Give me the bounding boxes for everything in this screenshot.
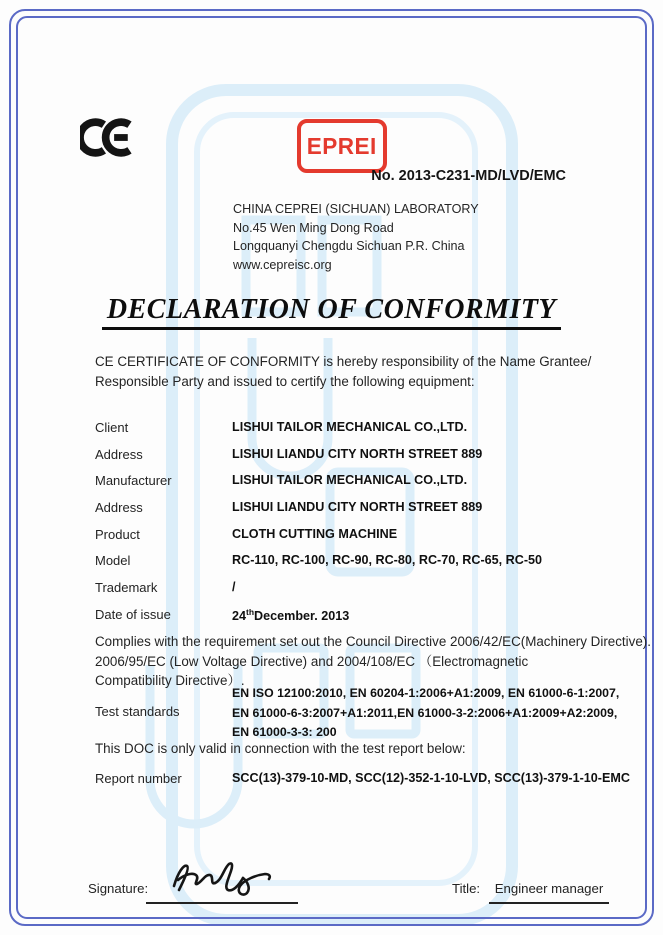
lab-street: No.45 Wen Ming Dong Road [233,220,394,235]
field-label: Trademark [95,580,158,596]
field-label: Date of issue [95,606,171,622]
signature-label: Signature: [88,881,149,896]
lab-city: Longquanyi Chengdu Sichuan P.R. China [233,239,465,254]
title-value: Engineer manager [489,881,609,904]
field-label: Manufacturer [95,473,172,489]
field-value: CLOTH CUTTING MACHINE [232,526,398,541]
field-row-manufacturer [95,473,542,500]
equipment-fields [95,420,542,634]
field-value: LISHUI TAILOR MECHANICAL CO.,LTD. [232,420,468,434]
directives-paragraph [95,632,651,691]
field-label: Client [95,420,129,435]
test-standards-values [232,684,619,743]
field-row-trademark [95,580,542,607]
eprei-logo [297,119,387,173]
field-value: / [232,580,236,595]
title-label: Title: [452,881,481,896]
field-label: Address [95,446,143,462]
intro-line-1: CE CERTIFICATE OF CONFORMITY is hereby responsibility of the Name Grantee/ [95,354,592,369]
field-row-address-2 [95,500,542,527]
report-number-label: Report number [95,771,182,786]
field-label: Address [95,500,143,516]
eprei-logo-text: EPREI [306,132,378,159]
test-standards-line-1: EN ISO 12100:2010, EN 60204-1:2006+A1:2009, EN 61000-6-1:2007, [232,686,620,700]
directives-line-1: Complies with the requirement set out the Council Directive 2006/42/EC(Machinery Directive). [95,634,651,649]
doc-validity-note: This DOC is only valid in connection with the test report below: [95,741,466,756]
lab-website: www.cepreisc.org [233,257,332,272]
field-row-client [95,420,542,447]
field-value: LISHUI LIANDU CITY NORTH STREET 889 [232,500,483,515]
intro-paragraph [95,352,591,391]
test-standards-line-2: EN 61000-6-3:2007+A1:2011,EN 61000-3-2:2006+A1:2009+A2:2009, [232,705,618,720]
handwritten-signature [166,852,278,900]
page-title: DECLARATION OF CONFORMITY [102,294,561,330]
directives-line-3: Compatibility Directive）. [95,673,245,688]
field-value: RC-110, RC-100, RC-90, RC-80, RC-70, RC-65, RC-50 [232,553,543,568]
field-value: LISHUI LIANDU CITY NORTH STREET 889 [232,446,483,461]
certificate-number: No. 2013-C231-MD/LVD/EMC [371,168,566,184]
field-row-address-1 [95,447,542,474]
field-row-product [95,527,542,554]
intro-line-2: Responsible Party and issued to certify the following equipment: [95,373,475,389]
report-number-row [95,771,630,786]
lab-name: CHINA CEPREI (SICHUAN) LABORATORY [233,202,479,216]
field-row-date-of-issue [95,607,542,634]
page-title-wrap [0,294,663,330]
test-standards-line-3: EN 61000-3-3: 200 [232,725,337,739]
field-value: LISHUI TAILOR MECHANICAL CO.,LTD. [232,473,468,488]
field-label: Model [95,553,131,569]
ce-mark-icon [80,114,138,161]
test-standards-label: Test standards [95,703,180,719]
field-row-model [95,553,542,580]
report-number-value: SCC(13)-379-10-MD, SCC(12)-352-1-10-LVD, SCC(13)-379-1-10-EMC [232,771,630,785]
test-standards-row [95,684,619,743]
field-value: 24thDecember. 2013 [232,606,350,623]
field-label: Product [95,526,140,542]
lab-address-block [233,200,479,274]
directives-line-2: 2006/95/EC (Low Voltage Directive) and 2004/108/EC （Electromagnetic [95,653,529,669]
